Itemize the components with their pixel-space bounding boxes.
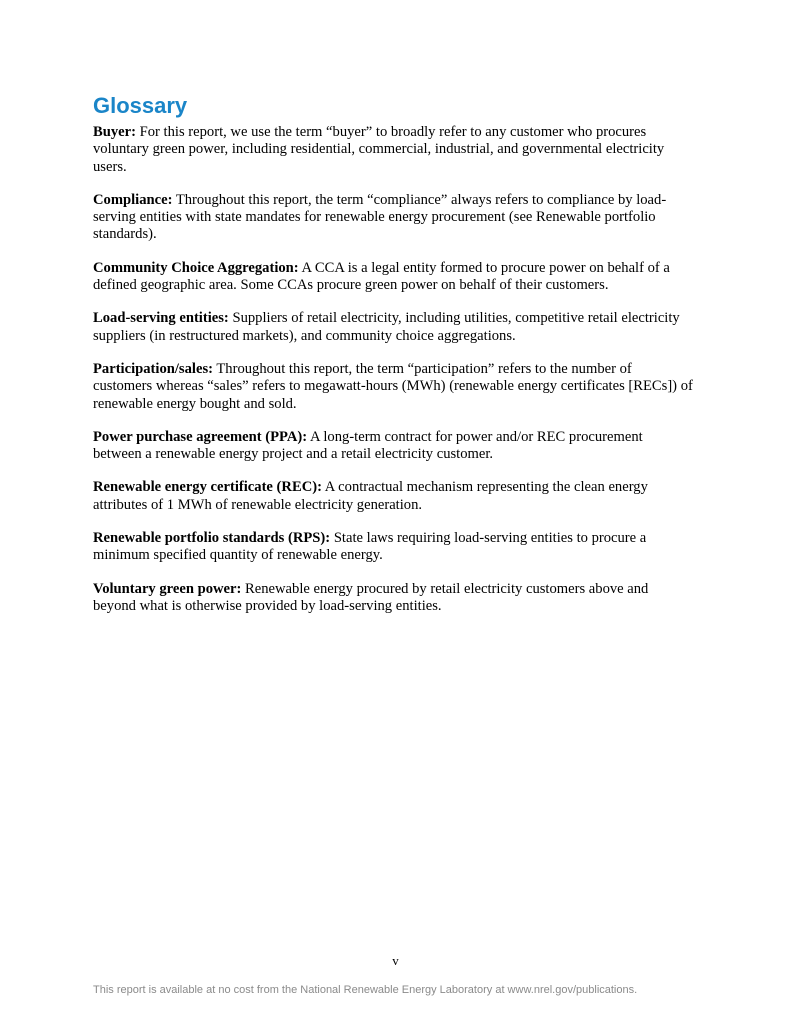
- glossary-entry-buyer: [93, 124, 693, 176]
- glossary-entry-compliance: [93, 192, 693, 244]
- glossary-term: Buyer:: [93, 124, 136, 140]
- glossary-definition: A contractual mechanism representing the clean energy attributes of 1 MWh of renewable electricity generation.: [93, 479, 648, 513]
- glossary-definition: Suppliers of retail electricity, including utilities, competitive retail electricity suppliers (in restructured markets), and community choice aggregations.: [93, 310, 680, 344]
- glossary-list: [93, 124, 693, 631]
- glossary-term: Participation/sales:: [93, 360, 213, 377]
- glossary-entry-load-serving-entities: [93, 310, 693, 345]
- page-title: Glossary: [93, 93, 188, 118]
- glossary-definition: For this report, we use the term “buyer” to broadly refer to any customer who procures voluntary green power, including residential, commercial, industrial, and governmental electricity users.: [93, 124, 665, 175]
- glossary-term: Power purchase agreement (PPA):: [93, 428, 308, 445]
- glossary-entry-community-choice-aggregation: [93, 260, 693, 295]
- glossary-term: Voluntary green power:: [93, 580, 242, 597]
- glossary-term: Community Choice Aggregation:: [93, 259, 299, 276]
- glossary-term: Load-serving entities:: [93, 310, 229, 327]
- glossary-definition: Throughout this report, the term “participation” refers to the number of customers whereas “sales” refers to megawatt-hours (MWh) (renewable energy certificates [RECs]) of renewable energy bought and sold.: [93, 360, 693, 412]
- glossary-term: Renewable energy certificate (REC):: [93, 479, 322, 496]
- glossary-term: Compliance:: [93, 191, 173, 208]
- glossary-definition: State laws requiring load-serving entities to procure a minimum specified quantity of renewable energy.: [93, 530, 647, 564]
- glossary-entry-ppa: [93, 429, 693, 464]
- footer-note: This report is available at no cost from the National Renewable Energy Laboratory at www.nrel.gov/publications.: [93, 984, 638, 996]
- glossary-definition: A long-term contract for power and/or REC procurement between a renewable energy project and a retail electricity customer.: [93, 428, 643, 463]
- glossary-term: Renewable portfolio standards (RPS):: [93, 530, 331, 547]
- glossary-definition: Renewable energy procured by retail electricity customers above and beyond what is otherwise provided by load-serving entities.: [93, 580, 649, 614]
- glossary-entry-rps: [93, 530, 693, 565]
- page-number: v: [392, 953, 399, 968]
- glossary-definition: Throughout this report, the term “compliance” always refers to compliance by load-serving entities with state mandates for renewable energy procurement (see Renewable portfolio standards).: [93, 191, 667, 243]
- glossary-entry-participation-sales: [93, 361, 693, 413]
- glossary-entry-rec: [93, 479, 693, 514]
- glossary-definition: A CCA is a legal entity formed to procure power on behalf of a defined geographic area. Some CCAs procure green power on behalf of their customers.: [93, 259, 670, 294]
- glossary-entry-voluntary-green-power: [93, 581, 693, 616]
